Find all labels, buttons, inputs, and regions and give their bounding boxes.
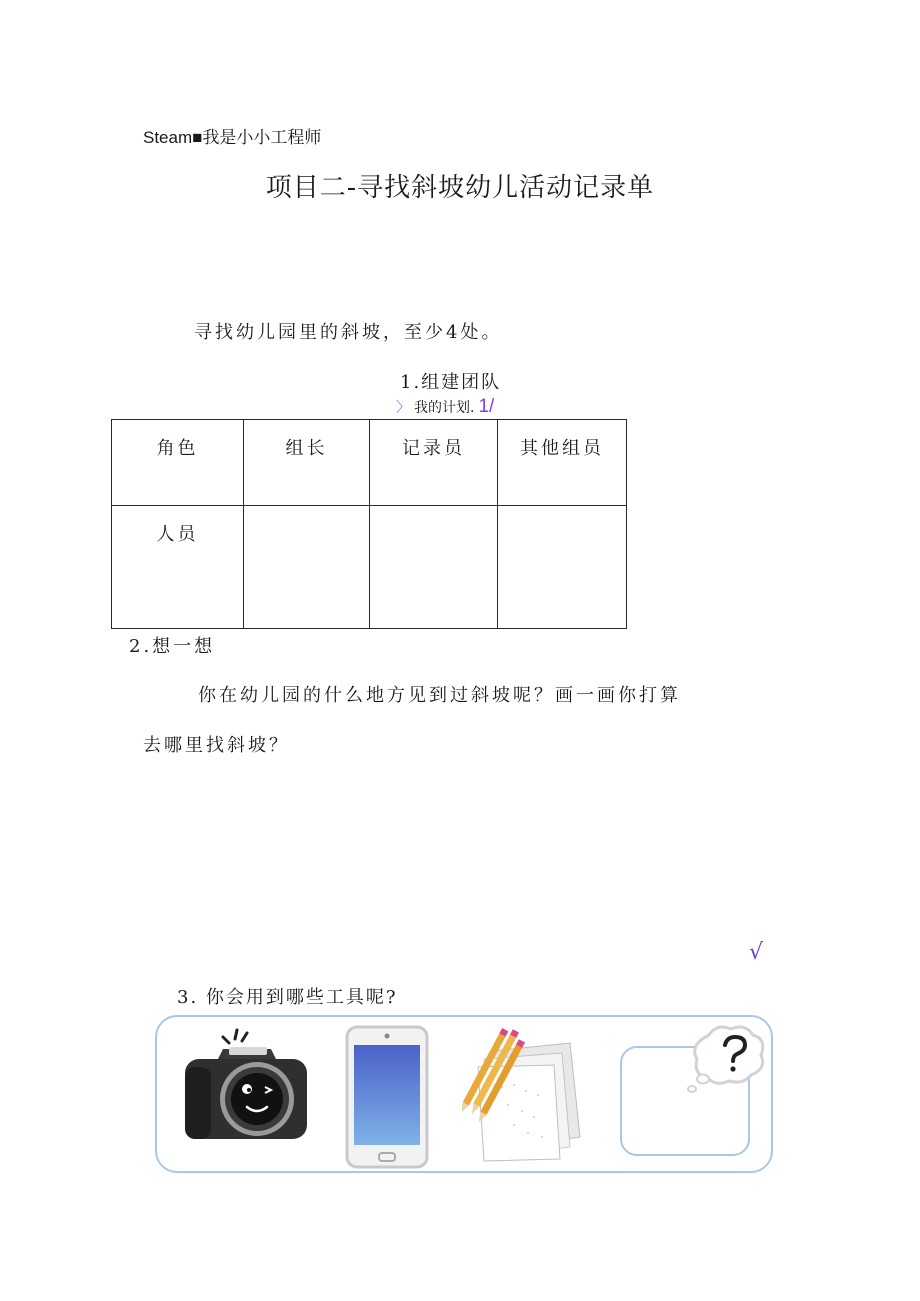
header-line: Steam■我是小小工程师 — [143, 128, 322, 147]
recorder-cell[interactable] — [370, 506, 498, 629]
members-cell[interactable] — [498, 506, 627, 629]
plan-line — [396, 396, 494, 418]
section3-heading: 3. 你会用到哪些工具呢? — [177, 987, 398, 1008]
table-row-label: 人员 — [112, 506, 244, 629]
team-table — [111, 419, 627, 629]
leader-cell[interactable] — [244, 506, 370, 629]
plan-chevron: 〉 — [396, 400, 410, 416]
page-title: 项目二-寻找斜坡幼儿活动记录单 — [265, 173, 655, 203]
check-mark: √ — [749, 940, 764, 965]
table-header-leader: 组长 — [244, 420, 370, 506]
phone-icon — [345, 1025, 429, 1171]
question-thought-icon — [617, 1023, 767, 1159]
plan-label: 我的计划. — [414, 400, 475, 416]
table-row — [112, 420, 627, 506]
task-text: 寻找幼儿园里的斜坡，至少4处。 — [194, 322, 503, 343]
camera-icon — [183, 1027, 309, 1143]
table-header-role: 角色 — [112, 420, 244, 506]
plan-number: 1/ — [478, 396, 495, 417]
table-row — [112, 506, 627, 629]
paper-pencils-icon — [462, 1025, 582, 1163]
question-line-2: 去哪里找斜坡？ — [143, 735, 290, 756]
section1-heading: 1.组建团队 — [400, 372, 502, 393]
table-header-recorder: 记录员 — [370, 420, 498, 506]
table-header-members: 其他组员 — [498, 420, 627, 506]
tools-box — [155, 1015, 773, 1173]
section2-heading: 2.想一想 — [129, 636, 216, 657]
question-line-1: 你在幼儿园的什么地方见到过斜坡呢？画一画你打算 — [198, 685, 681, 706]
